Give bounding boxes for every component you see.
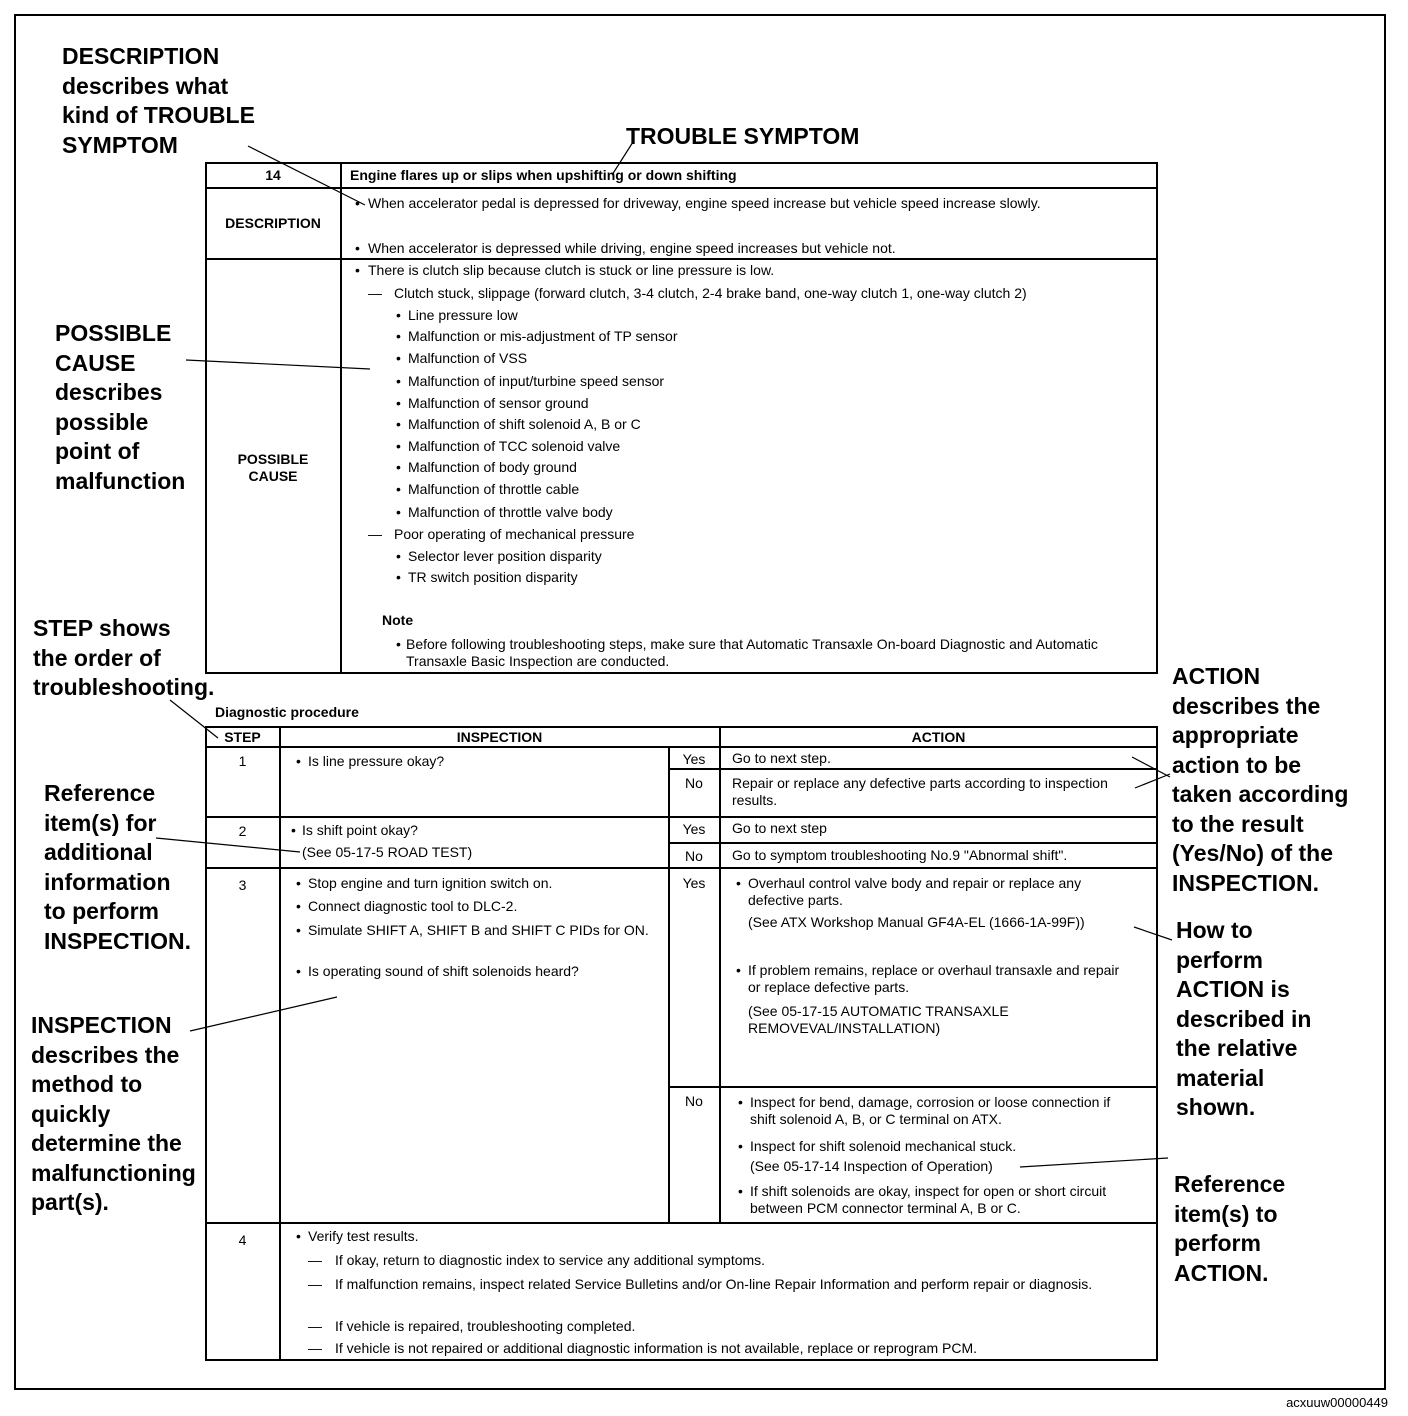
cause-item: Malfunction of body ground	[408, 459, 577, 475]
cause-item: Line pressure low	[408, 307, 518, 323]
cause-item: Selector lever position disparity	[408, 548, 602, 564]
cause-item: Malfunction of throttle valve body	[408, 504, 613, 520]
step3-no-reference: (See 05-17-14 Inspection of Operation)	[750, 1158, 993, 1174]
annotation-trouble-symptom: TROUBLE SYMPTOM	[626, 123, 860, 149]
step3-no-action: Inspect for bend, damage, corrosion or loose connection if shift solenoid A, B, or C terminal on ATX.	[750, 1094, 1111, 1127]
step3-yes-action: If problem remains, replace or overhaul transaxle and repair or replace defective parts.	[748, 962, 1120, 995]
symptom-title: Engine flares up or slips when upshifting or down shifting	[350, 167, 737, 183]
step3-inspection-item: Simulate SHIFT A, SHIFT B and SHIFT C PIDs for ON.	[308, 922, 649, 938]
step-number: 1	[238, 753, 247, 769]
step3-yes-reference: (See ATX Workshop Manual GF4A-EL (1666-1A-99F))	[748, 914, 1085, 930]
description-item: When accelerator pedal is depressed for driveway, engine speed increase but vehicle speed increase slowly.	[368, 195, 1041, 211]
step3-no-action: Inspect for shift solenoid mechanical stuck.	[750, 1138, 1017, 1154]
cause-item: TR switch position disparity	[408, 569, 578, 585]
cause-item: Malfunction of sensor ground	[408, 395, 589, 411]
result-no: No	[685, 1093, 703, 1109]
cause-item: Malfunction of VSS	[408, 350, 528, 366]
note-text: Before following troubleshooting steps, make sure that Automatic Transaxle On-board Diagnostic and Automatic Transaxle Basic Inspection are conducted.	[406, 636, 1098, 669]
step-number: 4	[238, 1232, 247, 1248]
step4-inspection: Verify test results.	[308, 1228, 419, 1244]
description-item: When accelerator is depressed while driving, engine speed increases but vehicle not.	[368, 240, 896, 256]
possible-cause-label: POSSIBLE CAUSE	[237, 451, 309, 484]
result-no: No	[685, 848, 703, 864]
annotation-inspection: INSPECTION describes the method to quickly determine the malfunctioning part(s).	[31, 1012, 196, 1215]
annotation-step: STEP shows the order of troubleshooting.	[33, 615, 215, 700]
step2-yes-action: Go to next step	[732, 820, 827, 836]
annotation-possible-cause: POSSIBLE CAUSE describes possible point of malfunction	[55, 320, 186, 494]
step4-item: If okay, return to diagnostic index to service any additional symptoms.	[335, 1252, 766, 1268]
result-no: No	[685, 775, 703, 791]
cause-item: Malfunction or mis-adjustment of TP sensor	[408, 328, 678, 344]
result-yes: Yes	[682, 751, 706, 767]
description-label: DESCRIPTION	[225, 215, 321, 231]
annotation-reference-action: Reference item(s) to perform ACTION.	[1174, 1171, 1286, 1286]
step1-inspection: Is line pressure okay?	[308, 753, 445, 769]
result-yes: Yes	[682, 821, 706, 837]
step-number: 3	[238, 877, 247, 893]
step3-yes-reference: (See 05-17-15 AUTOMATIC TRANSAXLE REMOVEVAL/INSTALLATION)	[748, 1003, 1009, 1036]
step4-item: If malfunction remains, inspect related Service Bulletins and/or On-line Repair Information and perform repair or diagnosis.	[335, 1276, 1093, 1292]
note-label: Note	[382, 612, 414, 628]
step-number: 2	[238, 823, 247, 839]
cause-item: Malfunction of TCC solenoid valve	[408, 438, 621, 454]
cause-item: Malfunction of input/turbine speed sensor	[408, 373, 665, 389]
cause-group-1: Clutch stuck, slippage (forward clutch, 3-4 clutch, 2-4 brake band, one-way clutch 1, one-way clutch 2)	[394, 285, 1027, 301]
cause-group-2: Poor operating of mechanical pressure	[394, 526, 635, 542]
col-action-header: ACTION	[911, 729, 966, 745]
step3-no-action: If shift solenoids are okay, inspect for open or short circuit between PCM connector terminal A, B or C.	[750, 1183, 1107, 1216]
col-step-header: STEP	[224, 729, 261, 745]
figure-code: acxuuw00000449	[1286, 1395, 1388, 1410]
cause-intro: There is clutch slip because clutch is stuck or line pressure is low.	[368, 262, 775, 278]
step3-inspection-item: Stop engine and turn ignition switch on.	[308, 875, 553, 891]
step1-no-action: Repair or replace any defective parts according to inspection results.	[732, 775, 1108, 808]
col-inspection-header: INSPECTION	[456, 729, 543, 745]
symptom-number: 14	[265, 167, 281, 183]
step2-reference: (See 05-17-5 ROAD TEST)	[302, 844, 473, 860]
step3-inspection-item: Connect diagnostic tool to DLC-2.	[308, 898, 518, 914]
annotation-reference-inspection: Reference item(s) for additional information to perform INSPECTION.	[44, 780, 191, 954]
cause-item: Malfunction of shift solenoid A, B or C	[408, 416, 641, 432]
step2-no-action: Go to symptom troubleshooting No.9 "Abnormal shift".	[732, 847, 1068, 863]
step1-yes-action: Go to next step.	[732, 750, 831, 766]
annotation-action: ACTION describes the appropriate action to be taken according to the result (Yes/No) of the INSPECTION.	[1172, 663, 1349, 896]
step4-item: If vehicle is not repaired or additional diagnostic information is not available, replace or reprogram PCM.	[335, 1340, 977, 1356]
step3-yes-action: Overhaul control valve body and repair or replace any defective parts.	[748, 875, 1082, 908]
cause-item: Malfunction of throttle cable	[408, 481, 580, 497]
annotation-description: DESCRIPTION describes what kind of TROUBLE SYMPTOM	[62, 43, 255, 158]
result-yes: Yes	[682, 875, 706, 891]
step3-inspection-item: Is operating sound of shift solenoids heard?	[308, 963, 579, 979]
step4-item: If vehicle is repaired, troubleshooting completed.	[335, 1318, 636, 1334]
step2-inspection: Is shift point okay?	[302, 822, 418, 838]
diagnostic-heading: Diagnostic procedure	[215, 704, 359, 720]
annotation-how-to: How to perform ACTION is described in the relative material shown.	[1176, 917, 1312, 1120]
